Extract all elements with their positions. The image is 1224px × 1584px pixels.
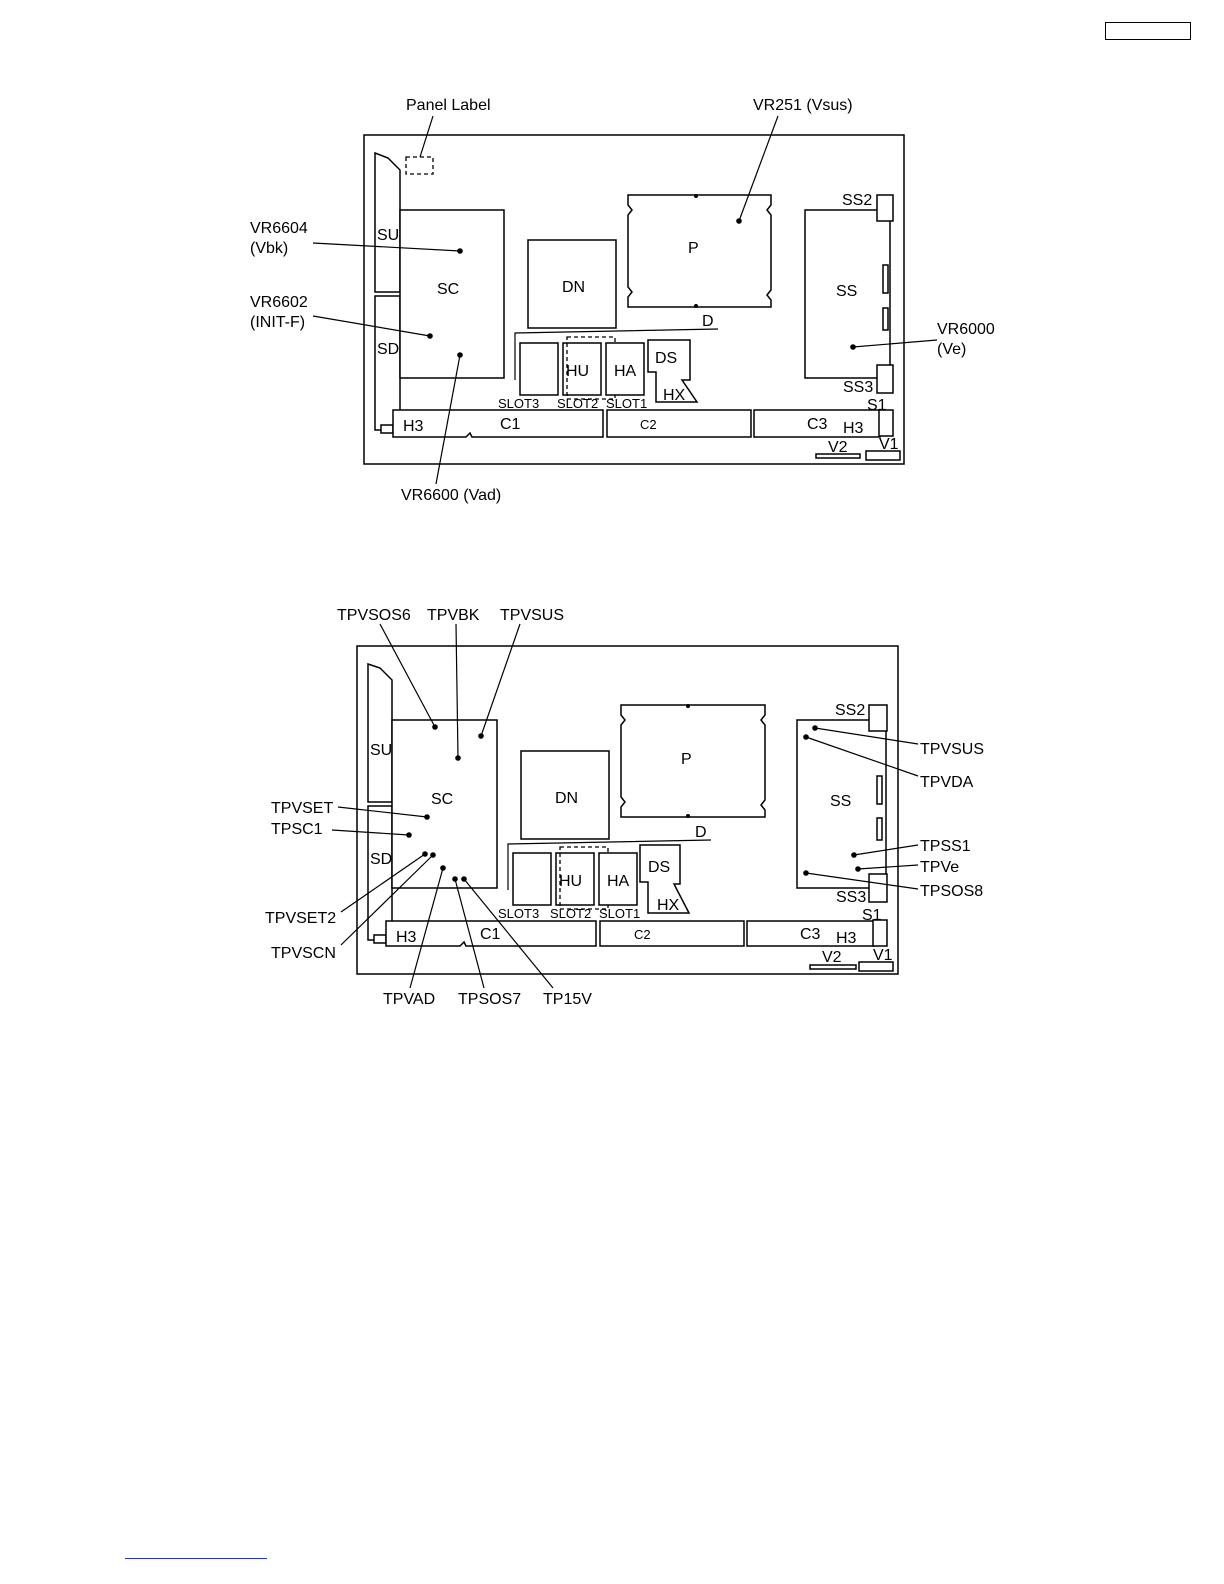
vr6600-point (457, 352, 463, 358)
ss2-label: SS2 (842, 192, 873, 209)
hx-label: HX (663, 387, 686, 404)
tpvsos6-callout: TPVSOS6 (337, 607, 411, 624)
slot3-board (513, 853, 551, 905)
tpvset-point (424, 814, 430, 820)
ss2-connector (877, 195, 893, 221)
tpsos7-point (452, 876, 458, 882)
c1-board (393, 410, 603, 437)
hu-label: HU (559, 873, 583, 890)
tpvad-point (440, 865, 446, 871)
sd-label: SD (370, 851, 393, 868)
tpvsus-right-callout: TPVSUS (920, 741, 985, 758)
su-board (368, 664, 392, 802)
v1-label: V1 (879, 436, 899, 453)
sc-label: SC (431, 791, 454, 808)
slot3-label: SLOT3 (498, 396, 540, 411)
footer-link-line (125, 1558, 267, 1559)
vr6000-callout: VR6000 (937, 321, 995, 338)
panel-label-callout: Panel Label (406, 97, 491, 114)
initf-callout: (INIT-F) (250, 314, 306, 331)
v1-label: V1 (873, 947, 893, 964)
tp15v-callout: TP15V (543, 991, 592, 1008)
tpvda-callout: TPVDA (920, 774, 974, 791)
d-label: D (702, 313, 714, 330)
v2-label: V2 (822, 949, 842, 966)
tpsc1-point (406, 832, 412, 838)
p-board (621, 705, 765, 817)
vr6000-point (850, 344, 856, 350)
tpsos8-point (803, 870, 809, 876)
ss3-label: SS3 (843, 379, 874, 396)
vr6602-point (427, 333, 433, 339)
c1-label: C1 (480, 926, 501, 943)
slot1-label: SLOT1 (606, 396, 648, 411)
ss3-connector (869, 874, 887, 902)
vbk-callout: (Vbk) (250, 240, 289, 257)
tpss1-point (851, 852, 857, 858)
sd-board (368, 806, 392, 940)
slot2-label: SLOT2 (557, 396, 599, 411)
p-label: P (688, 240, 699, 257)
d-label: D (695, 824, 707, 841)
tpve-callout: TPVe (920, 859, 960, 876)
vr6604-point (457, 248, 463, 254)
su-label: SU (370, 742, 393, 759)
ss-label: SS (830, 793, 852, 810)
vr6604-callout: VR6604 (250, 220, 308, 237)
tpvset2-callout: TPVSET2 (265, 910, 337, 927)
vr251-point (736, 218, 742, 224)
c2-label: C2 (640, 417, 657, 432)
tpsc1-callout: TPSC1 (271, 821, 323, 838)
ss2-label: SS2 (835, 702, 866, 719)
slot1-label: SLOT1 (599, 906, 641, 921)
tpvsus-right-point (812, 725, 818, 731)
ss3-connector (877, 365, 893, 393)
tpvscn-point (430, 852, 436, 858)
ha-label: HA (614, 363, 637, 380)
tpvset2-point (422, 851, 428, 857)
h3-right-label: H3 (843, 420, 864, 437)
dn-label: DN (562, 279, 586, 296)
su-label: SU (377, 227, 400, 244)
ds-label: DS (655, 350, 678, 367)
tpve-point (855, 866, 861, 872)
h3-right-label: H3 (836, 930, 857, 947)
tp15v-point (461, 876, 467, 882)
tpsos8-callout: TPSOS8 (920, 883, 984, 900)
s1-label: S1 (867, 397, 887, 414)
slot3-label: SLOT3 (498, 906, 540, 921)
c3-label: C3 (800, 926, 821, 943)
vr6600-callout: VR6600 (Vad) (401, 487, 502, 504)
h3-left-label: H3 (396, 929, 417, 946)
small-connector (381, 425, 393, 433)
c2-label: C2 (634, 927, 651, 942)
v2-label: V2 (828, 439, 848, 456)
p-board (628, 195, 771, 307)
ss3-label: SS3 (836, 889, 867, 906)
tpvscn-callout: TPVSCN (271, 945, 336, 962)
tpvda-point (803, 734, 809, 740)
vr251-callout: VR251 (Vsus) (753, 97, 853, 114)
tpvad-callout: TPVAD (383, 991, 436, 1008)
diagram-2 (265, 607, 984, 1008)
tpvsus-top-point (478, 733, 484, 739)
slot2-label: SLOT2 (550, 906, 592, 921)
sc-label: SC (437, 281, 460, 298)
tpsos7-callout: TPSOS7 (458, 991, 522, 1008)
tpvsos6-point (432, 724, 438, 730)
ss-label: SS (836, 283, 858, 300)
diagram-1 (250, 97, 995, 504)
sd-label: SD (377, 341, 400, 358)
tpss1-callout: TPSS1 (920, 838, 971, 855)
ha-label: HA (607, 873, 630, 890)
hx-label: HX (657, 897, 680, 914)
slot3-board (520, 343, 558, 395)
c3-label: C3 (807, 416, 828, 433)
ds-label: DS (648, 859, 671, 876)
tpvbk-point (455, 755, 461, 761)
c1-label: C1 (500, 416, 521, 433)
h3-left-label: H3 (403, 418, 424, 435)
tpvsus-top-callout: TPVSUS (500, 607, 565, 624)
tpvset-callout: TPVSET (271, 800, 334, 817)
vr6602-callout: VR6602 (250, 294, 308, 311)
dn-label: DN (555, 790, 579, 807)
c2-board (600, 921, 744, 946)
ve-callout: (Ve) (937, 341, 967, 358)
s1-label: S1 (862, 907, 882, 924)
c2-board (607, 410, 751, 437)
tpvbk-callout: TPVBK (427, 607, 480, 624)
p-label: P (681, 751, 692, 768)
hu-label: HU (566, 363, 590, 380)
ss2-connector (869, 705, 887, 731)
su-board (375, 153, 400, 292)
